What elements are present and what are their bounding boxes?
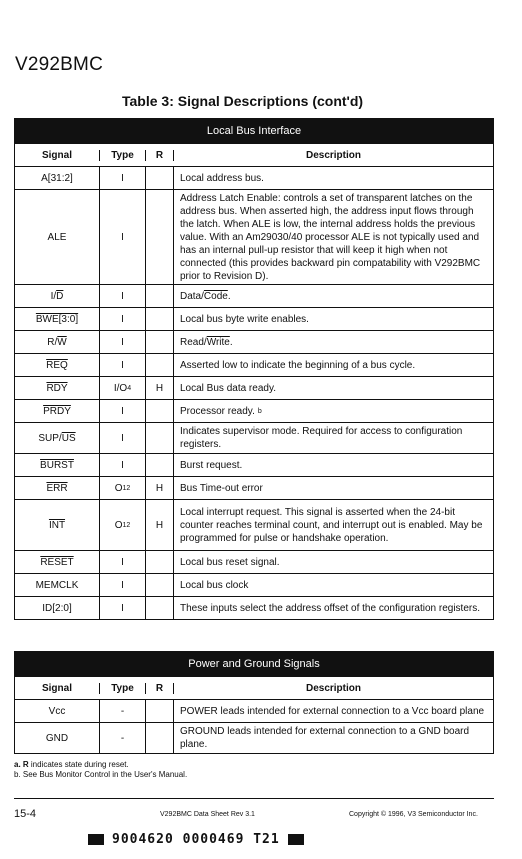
col-header-type: Type: [99, 683, 145, 694]
description-cell: [173, 308, 493, 330]
type-cell: [99, 308, 145, 330]
description-cell: [173, 597, 493, 619]
signal-name: $\overline{INT}$: [48, 519, 66, 531]
col-header-signal: Signal: [41, 682, 72, 694]
type-value: I: [121, 556, 124, 568]
signal-name: $\overline{RDY}$: [46, 382, 68, 394]
signal-cell: [15, 500, 99, 550]
reset-state-cell: H: [145, 377, 173, 399]
description-cell: [173, 377, 493, 399]
description-cell: [173, 190, 493, 284]
reset-state-cell: [145, 454, 173, 476]
reset-state-cell: [145, 400, 173, 422]
overlined-text: $\overline{US}$: [61, 432, 76, 444]
signal-cell: [15, 477, 99, 499]
table-row: [14, 308, 494, 331]
reset-state-cell: [145, 597, 173, 619]
type-cell: [99, 190, 145, 284]
description-cell: [173, 423, 493, 453]
description-text: Data/Code.: [180, 290, 231, 302]
overlined-text: $\overline{W}$: [57, 336, 67, 348]
signal-name: PRDY: [43, 405, 71, 417]
description-text: Read/Write.: [180, 336, 233, 348]
footnote-b: [14, 770, 187, 780]
type-cell: [99, 454, 145, 476]
reset-state-cell: H: [145, 500, 173, 550]
type-cell: [99, 377, 145, 399]
table-row: [14, 597, 494, 620]
description-text: Burst request.: [180, 459, 243, 471]
description-text: GROUND leads intended for external connection to a GND board plane.: [180, 726, 470, 750]
type-subscript: 4: [127, 384, 132, 392]
signal-cell: [15, 308, 99, 330]
barcode-block-left: [88, 834, 104, 845]
type-cell: [99, 400, 145, 422]
footer-rule: [14, 798, 494, 799]
reset-state-cell: [145, 308, 173, 330]
col-header-r: R: [145, 150, 173, 161]
doc-title: V292BMC: [15, 54, 103, 75]
table-row: [14, 423, 494, 454]
type-value: I: [121, 231, 124, 243]
description-cell: [173, 574, 493, 596]
description-cell: [173, 400, 493, 422]
table-row: [14, 723, 494, 754]
signal-name: SUP/$\overline{US}$: [38, 432, 76, 444]
type-cell: [99, 723, 145, 753]
type-value: I: [121, 172, 124, 184]
reset-state-cell: [145, 190, 173, 284]
type-cell: [99, 477, 145, 499]
type-cell: [99, 167, 145, 189]
type-cell: [99, 597, 145, 619]
table-caption: Table 3: Signal Descriptions (cont'd): [122, 93, 364, 109]
overlined-text: Write: [206, 336, 230, 348]
description-cell: [173, 454, 493, 476]
reset-state-cell: H: [145, 477, 173, 499]
type-subscript: 12: [122, 484, 131, 492]
description-cell: [173, 331, 493, 353]
local-bus-table: [14, 118, 494, 620]
description-text: POWER leads intended for external connection to a Vcc board plane: [180, 705, 485, 717]
type-value: I: [121, 602, 124, 614]
description-text: Indicates supervisor mode. Required for access to configuration registers.: [180, 426, 463, 450]
footnote-text: See Bus Monitor Control in the User's Manual.: [20, 770, 188, 779]
signal-name: $I/\overline{D}$: [50, 290, 64, 302]
table-row: [14, 167, 494, 190]
table-row: [14, 574, 494, 597]
description-cell: [173, 551, 493, 573]
table-header-row: [14, 144, 494, 167]
barcode-text: 9004620 0000469 T21: [112, 832, 280, 847]
description-text: Local bus byte write enables.: [180, 313, 309, 325]
type-value: I/O: [113, 382, 128, 394]
description-text: These inputs select the address offset of the configuration registers.: [180, 602, 480, 614]
reset-state-cell: [145, 423, 173, 453]
type-value: I: [121, 459, 124, 471]
col-header-r: R: [145, 683, 173, 694]
signal-name: BWE[3:0]: [35, 313, 79, 325]
signal-cell: [15, 167, 99, 189]
signal-name: MEMCLK: [35, 579, 79, 591]
reset-state-cell: [145, 700, 173, 722]
signal-name: $R/\overline{W}$: [47, 336, 67, 348]
reset-state-cell: [145, 574, 173, 596]
table-row: [14, 285, 494, 308]
description-cell: [173, 723, 493, 753]
signal-cell: [15, 354, 99, 376]
barcode-block-right: [288, 834, 304, 845]
signal-name: $\overline{REQ}$: [46, 359, 68, 371]
description-cell: [173, 477, 493, 499]
reset-state-cell: [145, 551, 173, 573]
signal-name: BURST: [40, 459, 74, 471]
type-value: I: [121, 313, 124, 325]
signal-cell: [15, 574, 99, 596]
footnotes: [14, 760, 187, 780]
signal-cell: [15, 190, 99, 284]
footer-center: V292BMC Data Sheet Rev 3.1: [160, 811, 255, 818]
page-number: 15-4: [14, 808, 37, 820]
power-ground-table: [14, 651, 494, 754]
description-text: Processor ready.: [180, 405, 255, 417]
signal-cell: [15, 377, 99, 399]
footnote-a: [14, 760, 187, 770]
type-value: I: [121, 359, 124, 371]
description-text: Local Bus data ready.: [180, 382, 276, 394]
table-row: [14, 377, 494, 400]
reset-state-cell: [145, 331, 173, 353]
description-cell: [173, 354, 493, 376]
overlined-text: Code: [203, 290, 228, 302]
col-header-description: Description: [173, 150, 493, 161]
signal-cell: [15, 723, 99, 753]
table-row: [14, 331, 494, 354]
col-header-signal: Signal: [41, 149, 72, 161]
signal-name: RESET: [40, 556, 74, 568]
reset-state-cell: [145, 167, 173, 189]
type-value: I: [121, 432, 124, 444]
footnote-ref: b: [257, 407, 262, 415]
type-value: -: [120, 705, 125, 717]
table-row: [14, 500, 494, 551]
table-row: [14, 700, 494, 723]
table-row: [14, 190, 494, 285]
description-cell: [173, 167, 493, 189]
reset-state-cell: [145, 354, 173, 376]
type-value: I: [121, 290, 124, 302]
description-text: Local bus clock: [180, 579, 249, 591]
signal-cell: [15, 700, 99, 722]
type-cell: [99, 423, 145, 453]
description-cell: [173, 285, 493, 307]
description-text: Asserted low to indicate the beginning of a bus cycle.: [180, 359, 416, 371]
signal-name: $\overline{ERR}$: [46, 482, 68, 494]
description-text: Bus Time-out error: [180, 482, 263, 494]
type-subscript: 12: [122, 521, 131, 529]
signal-cell: [15, 423, 99, 453]
footnote-mark: a. R: [14, 760, 29, 769]
type-cell: [99, 500, 145, 550]
signal-name: Vcc: [48, 705, 66, 717]
type-value: -: [120, 732, 125, 744]
signal-cell: [15, 285, 99, 307]
description-cell: [173, 500, 493, 550]
type-value: O: [114, 519, 123, 531]
signal-cell: [15, 331, 99, 353]
type-cell: [99, 551, 145, 573]
description-cell: [173, 700, 493, 722]
type-cell: [99, 354, 145, 376]
col-header-description: Description: [173, 683, 493, 694]
signal-name: GND: [45, 732, 69, 744]
type-value: O: [114, 482, 123, 494]
signal-name: ALE: [47, 231, 67, 243]
table-row: [14, 551, 494, 574]
table-row: [14, 400, 494, 423]
type-value: I: [121, 405, 124, 417]
type-value: I: [121, 579, 124, 591]
description-text: Local address bus.: [180, 172, 264, 184]
signal-name: ID[2:0]: [42, 602, 72, 614]
signal-cell: [15, 400, 99, 422]
reset-state-cell: [145, 285, 173, 307]
reset-state-cell: [145, 723, 173, 753]
signal-name: A[31:2]: [41, 172, 73, 184]
description-text: Address Latch Enable: controls a set of transparent latches on the address bus. When asserted high, the address input flows through the latch. When ALE is low, the internal address holds the previous value. With an Am29030/40 processor ALE is not typically used and has an internal pull-up resistor that will keep it high when not connected (this provides backward pin compatability with V292BMC prior to Revision D).: [180, 192, 481, 282]
table-header-row: [14, 677, 494, 700]
overlined-text: $\overline{D}$: [56, 290, 64, 302]
signal-cell: [15, 551, 99, 573]
col-header-type: Type: [99, 150, 145, 161]
type-cell: [99, 700, 145, 722]
footnote-mark: b.: [14, 770, 21, 779]
type-value: I: [121, 336, 124, 348]
type-cell: [99, 331, 145, 353]
table-row: [14, 354, 494, 377]
type-cell: [99, 574, 145, 596]
footer-copyright: Copyright © 1996, V3 Semiconductor Inc.: [349, 811, 478, 818]
barcode-line: [88, 832, 328, 847]
type-cell: [99, 285, 145, 307]
description-text: Local bus reset signal.: [180, 556, 280, 568]
table-row: [14, 477, 494, 500]
signal-cell: [15, 597, 99, 619]
footnote-text: indicates state during reset.: [28, 760, 129, 769]
signal-cell: [15, 454, 99, 476]
table-row: [14, 454, 494, 477]
table-banner: Local Bus Interface: [14, 118, 494, 144]
description-text: Local interrupt request. This signal is asserted when the 24-bit counter reaches terminal count, and interrupt out is enabled. May be programmed for pulse or handshake operation.: [180, 506, 483, 544]
table-banner: Power and Ground Signals: [14, 651, 494, 677]
